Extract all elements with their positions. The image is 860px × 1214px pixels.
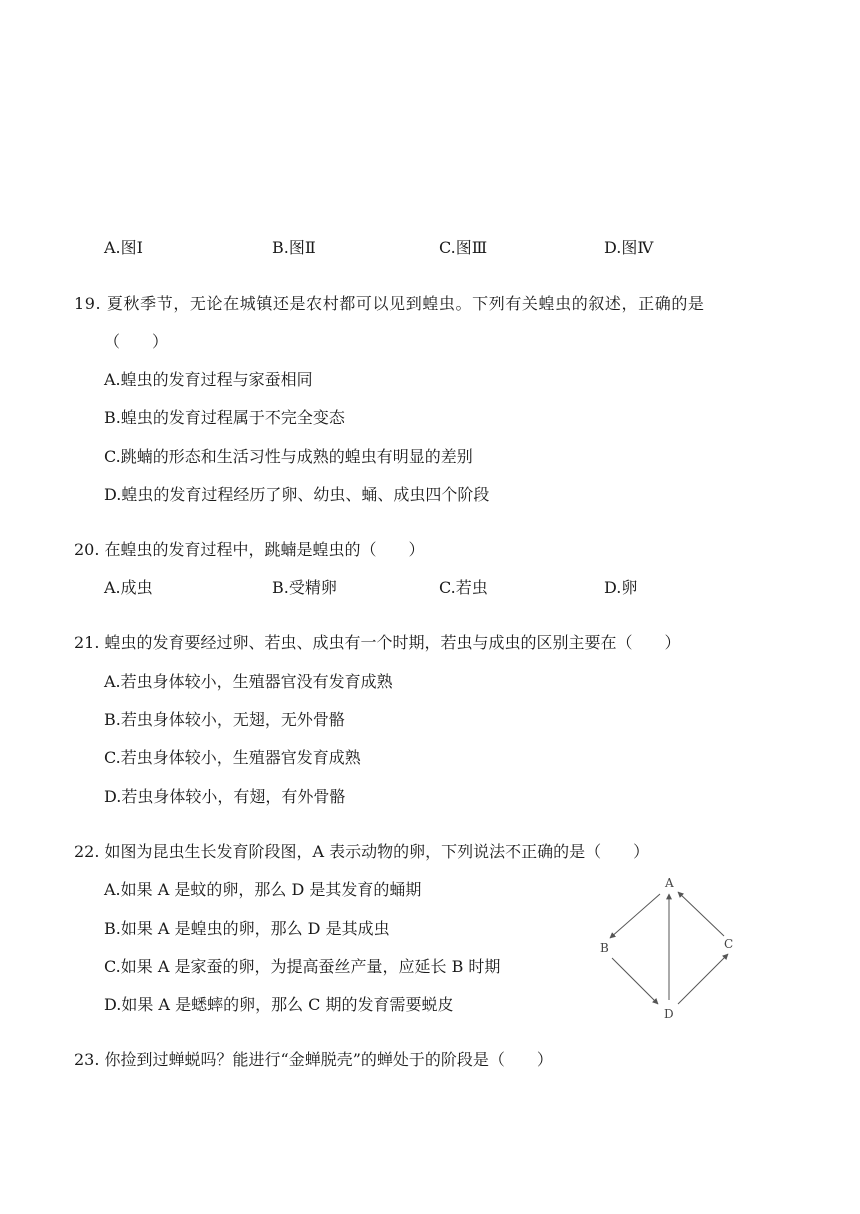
q19-option-d: D.蝗虫的发育过程经历了卵、幼虫、蛹、成虫四个阶段 [104, 485, 490, 504]
q18-option-d: D.图Ⅳ [604, 238, 654, 257]
q20-option-a: A.成虫 [104, 578, 153, 597]
node-a-label: A [665, 876, 674, 890]
q23-stem: 23. 你捡到过蝉蜕吗？能进行“金蝉脱壳”的蝉处于的阶段是（ ） [74, 1050, 553, 1069]
q18-option-b: B.图Ⅱ [272, 238, 316, 257]
arrow-c-to-a [678, 892, 724, 936]
q19-stem: 19. 夏秋季节，无论在城镇还是农村都可以见到蝗虫。下列有关蝗虫的叙述，正确的是 [74, 294, 705, 313]
q20-stem: 20. 在蝗虫的发育过程中，跳蝻是蝗虫的（ ） [74, 540, 425, 559]
q19-option-a: A.蝗虫的发育过程与家蚕相同 [104, 370, 313, 389]
q22-option-c: C.如果 A 是家蚕的卵，为提高蚕丝产量，应延长 B 时期 [104, 957, 501, 976]
node-c-label: C [724, 937, 734, 951]
q21-option-c: C.若虫身体较小，生殖器官发育成熟 [104, 748, 361, 767]
q18-option-a: A.图Ⅰ [104, 238, 143, 257]
q20-option-b: B.受精卵 [272, 578, 337, 597]
q19-option-b: B.蝗虫的发育过程属于不完全变态 [104, 408, 345, 427]
q22-stem: 22. 如图为昆虫生长发育阶段图，A 表示动物的卵，下列说法不正确的是（ ） [74, 842, 650, 861]
node-b-label: B [600, 941, 609, 955]
q19-option-c: C.跳蝻的形态和生活习性与成熟的蝗虫有明显的差别 [104, 447, 473, 466]
arrow-a-to-b [610, 894, 660, 938]
q22-option-a: A.如果 A 是蚊的卵，那么 D 是其发育的蛹期 [104, 880, 422, 899]
node-d-label: D [664, 1007, 674, 1021]
q22-option-b: B.如果 A 是蝗虫的卵，那么 D 是其成虫 [104, 919, 390, 938]
arrow-b-to-d [612, 958, 658, 1004]
q21-option-b: B.若虫身体较小，无翅，无外骨骼 [104, 710, 345, 729]
q19-answer-blank: （ ） [104, 332, 169, 351]
q22-option-d: D.如果 A 是蟋蟀的卵，那么 C 期的发育需要蜕皮 [104, 995, 454, 1014]
q20-option-c: C.若虫 [439, 578, 488, 597]
q21-stem: 21. 蝗虫的发育要经过卵、若虫、成虫有一个时期，若虫与成虫的区别主要在（ ） [74, 633, 681, 652]
insect-lifecycle-diagram [590, 872, 750, 1022]
q21-option-a: A.若虫身体较小，生殖器官没有发育成熟 [104, 672, 393, 691]
q18-option-c: C.图Ⅲ [439, 238, 488, 257]
arrow-d-to-c [678, 954, 728, 1004]
q21-option-d: D.若虫身体较小，有翅，有外骨骼 [104, 787, 346, 806]
q20-option-d: D.卵 [604, 578, 638, 597]
